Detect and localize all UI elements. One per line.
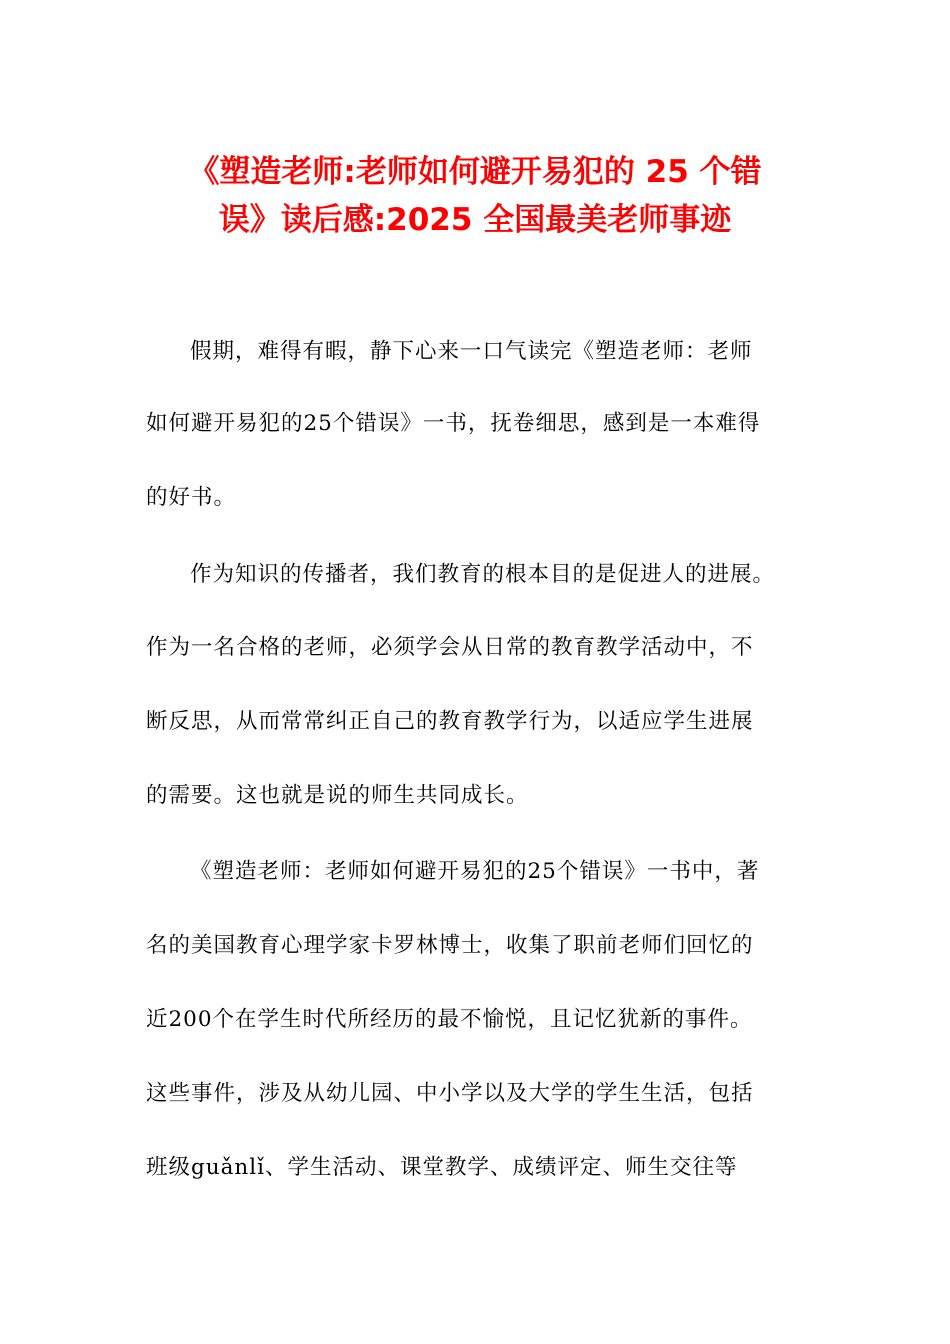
title-line-2: 误》读后感:2025 全国最美老师事迹: [218, 202, 732, 238]
body-line-12: 班级guǎnlǐ、学生活动、课堂教学、成绩评定、师生交往等: [146, 1155, 738, 1180]
document-title: [140, 148, 810, 244]
body-line-9: 名的美国教育心理学家卡罗林博士，收集了职前老师们回忆的: [146, 933, 754, 958]
body-line-7: 的需要。这也就是说的师生共同成长。: [146, 783, 529, 808]
body-line-11: 这些事件，涉及从幼儿园、中小学以及大学的学生生活，包括: [146, 1081, 754, 1106]
body-line-8: 《塑造老师：老师如何避开易犯的25个错误》一书中，著: [190, 859, 760, 884]
title-line-1: 《塑造老师:老师如何避开易犯的 25 个错: [188, 154, 762, 190]
body-line-6: 断反思，从而常常纠正自己的教育教学行为，以适应学生进展: [146, 709, 754, 734]
body-line-2: 如何避开易犯的25个错误》一书，抚卷细思，感到是一本难得: [146, 411, 761, 436]
body-line-5: 作为一名合格的老师，必须学会从日常的教育教学活动中，不: [146, 635, 754, 660]
body-line-1: 假期，难得有暇，静下心来一口气读完《塑造老师：老师: [190, 339, 753, 364]
body-line-4: 作为知识的传播者，我们教育的根本目的是促进人的进展。: [190, 562, 776, 587]
body-line-3: 的好书。: [146, 485, 237, 510]
body-line-10: 近200个在学生时代所经历的最不愉悦，且记忆犹新的事件。: [146, 1007, 753, 1032]
